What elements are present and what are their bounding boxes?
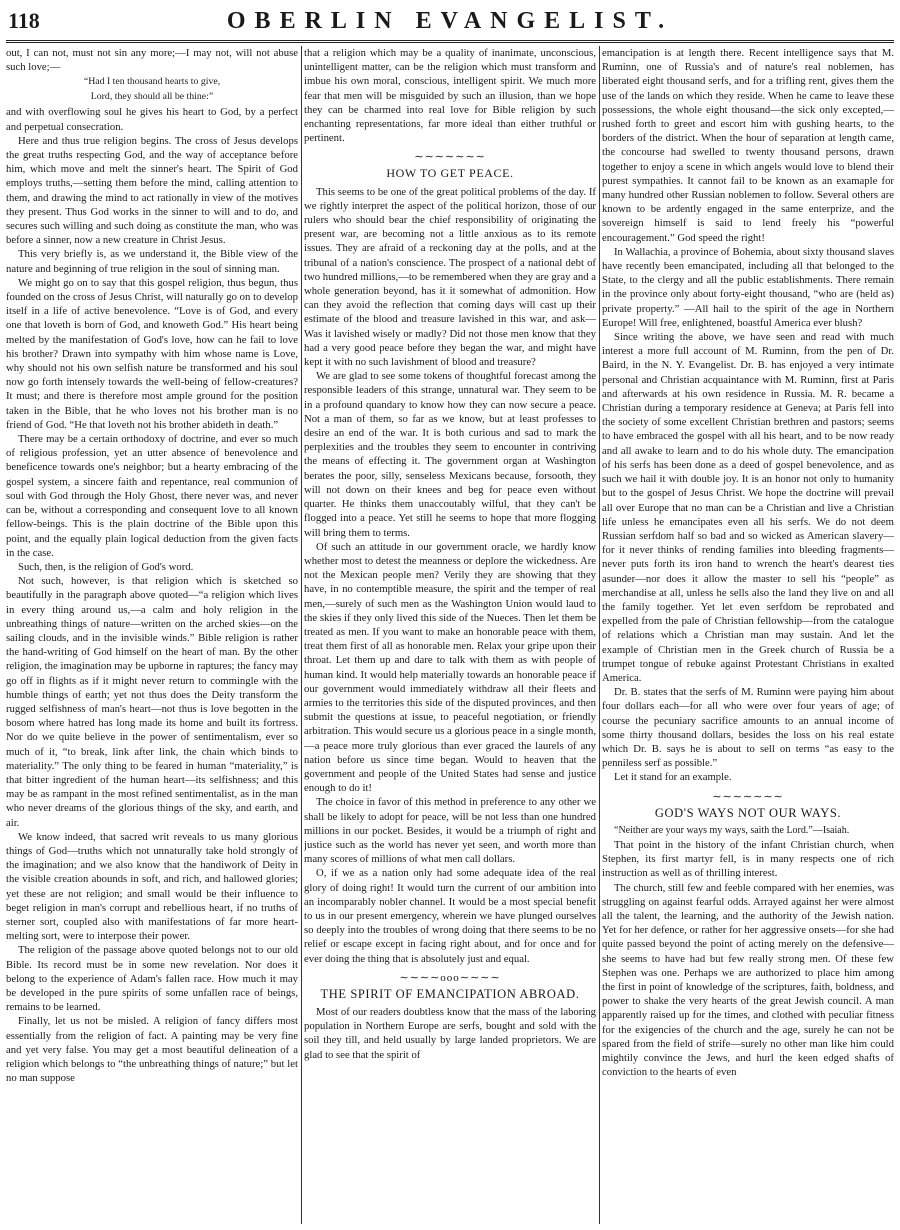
paragraph: Such, then, is the religion of God's word. — [18, 560, 194, 573]
paragraph: Of such an attitude in our government oracle, we hardly know whether most to detest the meanness or deplore the wickedness. Are not the Mexican people men? Verily they are showing that they have, in no contemptible measure, the spirit and the temper of real men,—surely of such men as the Washington Union would laud to the skies if they only lived this side of the Nueces. Then let them be treated as men. If you want to make an honorable peace with them, treat them first of all as honorable men. Relax your gripe upon their throat. Let them up and dare to talk with them as with people of human kind. It would help materially towards an honorable peace if our government would immediately withdraw all their fleets and armies to the territories this side of the disputed provinces, and then submit the questions at issue, to peaceful negotiation, or friendly arbitration. This would secure us a glorious peace in a single month,—a peace more truly glorious than ever graced the laurels of any nation before us since time began. Would to heaven that the government and people of the United States had sense and justice enough to do it! — [304, 540, 596, 795]
paragraph: The choice in favor of this method in preference to any other we shall be likely to adopt for peace, will be not less than one hundred millions in our pocket. Besides, it would be a triumph of right and justice such as the world has never yet seen, and worth more than many scores of millions of what men call dollars. — [304, 796, 596, 866]
paragraph: We are glad to see some tokens of thoughtful forecast among the responsible leaders of this strange, unnatural war. They seem to be in a profound quandary to know how they can now secure a peace. Not a man of them, so far as we know, but at least professes to desire an end of the war. It is both curious and sad to mark the perplexities and the troubles they seem to encounter in contriving the means of effecting it. The government organ at Washington berates the poor, silly, senseless Mexicans because, forsooth, they will not down on their knees and beg for peace even without quarter. He thinks them unaccoutably wilful, that they can't be flogged into a peace. Yet still he seems to hope that more flogging will bring them to terms. — [304, 370, 596, 539]
article-heading-gods-ways: GOD'S WAYS NOT OUR WAYS. — [654, 805, 842, 820]
columns — [6, 46, 894, 1224]
article-heading-peace: HOW TO GET PEACE. — [386, 166, 514, 181]
page-number: 118 — [8, 8, 40, 33]
paragraph: and with overflowing soul he gives his heart to God, by a perfect and perpetual consecration. — [6, 106, 298, 133]
newspaper-page — [6, 6, 894, 1224]
paragraph: Here and thus true religion begins. The cross of Jesus develops the great truths respecting God, and the way of acceptance before him, which move and melt the sinner's heart. The Spirit of God employs truths,—setting them before the mind, calling attention to them, and drawing the mind to act rationally in view of the motives they present. Thus God works in the sinner to will and to do, and secures such willing and such doing as constitute the man, who was before a sinner, now a new creature in Christ Jesus. — [6, 134, 298, 247]
paragraph: Since writing the above, we have seen and read with much interest a more full account of M. Ruminn, from the pen of Dr. Baird, in the N. Y. Evangelist. Dr. B. has enjoyed a very intimate personal and Christian acquaintance with M. Ruminn, first at Paris and afterwards at his own residence in Russia. M. R. became a Christian during a temporary residence at Geneva; at Paris fell into the society of some excellent Christian brethren and pastors; seems to have embraced the gospel with all his heart, and to be now ready and all awake to learn and to do his whole duty. The emancipation of his serfs has been done as a deed of gospel benevolence, and as such we hail it with double joy. It is an honor not only to humanity but to the gospel of Jesus Christ. We hope the doctrine will prevail all over Europe that no man can be a Christian and live a Christian life unless he emancipates even all his serfs. We do not deem Russian serfdom half so bad and so wicked as American slavery—for it never thinks of rending families into bleeding fragments—never puts forth its iron hand to wrench the heart's dearest ties asunder—nor does it allow the master to sell his “people” as merchandise at all, unless he sells also the land they live on and all the family together. Yet let even serfdom be reprobated and expelled from the pale of Christian fellowship—from the catalogue of relations which a Christian man may sustain. And let the example of Christian men in the Greek church of Russia be a trumpet tongue of rebuke against Protestant Christians in exalted America. — [602, 331, 894, 684]
column-rule — [301, 46, 302, 1224]
paragraph: Finally, let us not be misled. A religion of fancy differs most essentially from the religion of fact. A painting may be very fine and yet very false. You may get a most beautiful delineation of a religion which belongs to “the unbreathing things of nature;” but let no man suppose — [6, 1015, 298, 1085]
paragraph: In Wallachia, a province of Bohemia, about sixty thousand slaves have recently been emancipated, including all that belonged to the State, to the clergy and all the public establishments. There remain in the province only about forty-eight thousand, “who are (held as) private property.” —All hail to the spirit of the age in Northern Europe! Will free, enlightened, boastful America ever blush? — [602, 245, 894, 329]
paragraph: emancipation is at length there. Recent intelligence says that M. Ruminn, one of Russia's and of nature's real noblemen, has liberated eight thousand serfs, and for a trifling rent, gives them the use of the lands on which they reside. When he came to leave these possessions, the whole eight thousand—the sick only excepted,—rushed forth to greet and escort him with gushing hearts, to the borders of the district. When the hour of separation at length came, the concourse had swelled to twenty thousand persons, drawn together to enjoy a scene in which angels would love to blend their purest sympathies. It cannot fail to be known as an examaple for many hundred other Russian noblemen to follow. Several others are known to be ardently engaged in the same enterprize, and the sovereign himself is said to lend freely his “powerful encouragement.” God speed the right! — [602, 47, 894, 244]
section-ornament: ∼∼∼∼ooo∼∼∼∼ — [399, 971, 501, 984]
section-ornament: ∼∼∼∼∼∼∼ — [712, 790, 784, 803]
column-1 — [6, 46, 298, 1224]
paragraph: that a religion which may be a quality of inanimate, unconscious, unintelligent matter, can be the religion which must transform and imbue his own moral, conscious, intelligent spirit. We much more fear that men will be misguided by such an illusion, than we hope they can be charmed into real love for Bible religion by such enchanting representations, far more ideal than either truthful or pertinent. — [304, 47, 596, 145]
masthead-title: OBERLIN EVANGELIST. — [226, 8, 674, 34]
paragraph: Dr. B. states that the serfs of M. Ruminn were paying him about four dollars each—for all who were over four years of age; of course the pecuniary sacrifice amounts to an annual income of some thirty thousand dollars, besides the loss on his real estate which Dr. B. says he is about to sell on terms “as easy to the penniless serf as possible.” — [602, 686, 894, 770]
paragraph: This seems to be one of the great political problems of the day. If we rightly interpret the aspect of the political horizon, those of our rulers who should bear the chief responsibility of originating the present war, are becoming not a little anxious as to its remote issues. They are afraid of a reckoning day at the polls, and at the tribunal of a nation's conscience. The prospect of a national debt of two hundred millions,—to be remembered when they are gray and a whole generation beyond, has it it somewhat of admonition. How can they avoid the reflection that coming days will cast up their estimate of the blood and treasure lavished in this war, and ask—Was it lavished wisely or madly? Did not those men know that they had a very good peace before they began the war, and might have kept it with no such lavishment of blood and treasure? — [304, 185, 596, 369]
paragraph: Not such, however, is that religion which is sketched so beautifully in the paragraph above quoted—“a religion which lives in every thing around us,—a calm and holy religion in the unbreathing things of nature—written on the arched skies—on the sailing clouds, and in the invisible winds.” Bible religion is rather the hand-writing of God himself on the heart of man. By the other religion, the imagination may be upborne in raptures; the fancy may go off in flights as if it might never return to commingle with the humble things of earth; yet not thus does the Deity transform the rugged selfishness of man's heart—not thus is love begotten in the bosom where hatred has long made its home and built its fortress. Nor do we quite believe in the power of sentimentalism, ever so much of it, “to break, link after link, the chain which binds to materiality.” The only thing to be feared in human “materiality,” is that bitter ingredient of the human heart—its selfishness; and this may be as rampant in the most refined sentimentalist, as in the man who never dreams of the glorious things of the sky, and earth, and air. — [6, 575, 298, 829]
section-ornament: ∼∼∼∼∼∼∼ — [414, 151, 486, 164]
column-rule — [599, 46, 600, 1224]
column-2 — [304, 46, 596, 1224]
paragraph: The church, still few and feeble compared with her enemies, was struggling on against fearful odds. Arrayed against her were almost all the talent, the learning, and the authority of the Jewish nation. Yet for her defence, or rather for her aggressive onsets—for she had quite passed beyond the point of acting merely on the defensive—she seems to have had but few really strong men. Of these few Stephen was one. Perhaps we are authorized to place him among the first in point of knowledge of the scriptures, faith, boldness, and power to shake the very hearts of the great Jewish council. A man apparently raised up for the times, and clothed with peculiar fitness for the exigencies of the church and the age, surely he can not be spared from the field of strife—surely no other man like him could mightily convince the Jews, and hurl the keen edged shafts of conviction to the hearts of even — [602, 881, 894, 1079]
page-header — [6, 6, 894, 43]
paragraph: We might go on to say that this gospel religion, thus begun, thus founded on the cross of Jesus Christ, will naturally go on to develop itself in a life of active benevolence. “Love is of God, and every one that loveth is born of God, and knoweth God.” His heart being melted by the manifestation of God's love, how can he fail to love his brother? Drawn into sympathy with him whose name is Love, why should not his own selfish nature be transformed and his soul now go forth intensely towards the well-being of fellow-creatures? It must; and there is therefore most ample ground for the position taken in the Bible, that he who loves not his brother man is no friend of God. “He that loveth not his brother abideth in death.” — [6, 276, 298, 431]
verse-line: “Had I ten thousand hearts to give, — [83, 76, 221, 88]
paragraph: This very briefly is, as we understand it, the Bible view of the nature and beginning of true religion in the soul of sinning man. — [6, 248, 298, 275]
column-3 — [602, 46, 894, 1224]
paragraph: out, I can not, must not sin any more;—I may not, will not abuse such love;— — [6, 47, 298, 74]
epigraph: “Neither are your ways my ways, saith the Lord.”—Isaiah. — [614, 824, 850, 836]
paragraph: That point in the history of the infant Christian church, when Stephen, its first martyr fell, is in many respects one of rich instruction as well as of thrilling interest. — [602, 838, 894, 880]
paragraph: We know indeed, that sacred writ reveals to us many glorious things of God—truths which not unnaturally take hold strongly of the imagination; and we also know that the handiwork of Deity in the visible creation abounds in soft, and rich, and hallowed glories; yet these are not religion; and small would be their influence to beget religion in man's corrupt and rebellious heart, if no truths of sterner sort, coupled also with manifestations of far more heart-melting sort, were to interpose their power. — [6, 830, 298, 943]
paragraph: Let it stand for an example. — [614, 771, 732, 784]
article-heading-emancipation: THE SPIRIT OF EMANCIPATION ABROAD. — [320, 986, 580, 1001]
paragraph: There may be a certain orthodoxy of doctrine, and ever so much of religious profession, yet an utter absence of benevolence and beneficence towards one's neighbor; but a hearty embracing of the gospel system, a sincere faith and repentance, real communion of soul with God through the Holy Ghost, there never was, and never can be, without a corresponding and consequent love to all known fellow-beings. This is the plain doctrine of the Bible upon this point, and the equally plain logical deduction from the given facts in the case. — [6, 433, 298, 559]
paragraph: O, if we as a nation only had some adequate idea of the real glory of doing right! It would turn the current of our ambition into an incomparably nobler channel. It would be a most special benefit to us in our present emergency, wherein we have plunged ourselves so deeply into the troubles of wrong doing that there seems to be no relief or escape except in facing right about, and for once and for ever doing the thing that is absolutely just and equal. — [304, 867, 596, 965]
paragraph: The religion of the passage above quoted belongs not to our old Bible. Its record must be in some new revelation. Nor does it belong to the experience of Adam's fallen race. How much it may be developed in the pure spirits of some unfallen race of beings, remains to be learned. — [6, 944, 298, 1014]
paragraph: Most of our readers doubtless know that the mass of the laboring population in Northern Europe are serfs, bought and sold with the soil they till, and held usually by large landed proprietors. We are glad to see that the spirit of — [304, 1006, 596, 1061]
verse-line: Lord, they should all be thine:” — [90, 90, 214, 102]
